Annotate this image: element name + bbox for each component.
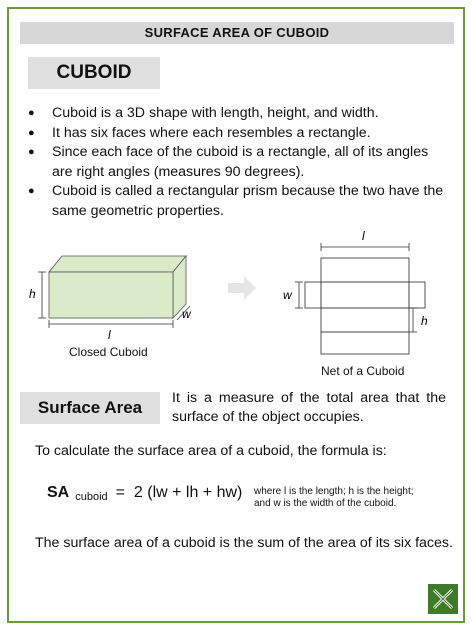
definition-line-1: It is a measure of the total area that the xyxy=(172,390,446,406)
page-title: SURFACE AREA OF CUBOID xyxy=(20,22,454,44)
formula-where xyxy=(254,486,414,510)
definition-line-2: surface of the object occupies. xyxy=(172,409,364,425)
cuboid-front-face xyxy=(49,272,173,318)
net-w-label: w xyxy=(283,288,292,302)
formula-intro: To calculate the surface area of a cuboid, the formula is: xyxy=(35,443,387,459)
closed-cuboid-figure xyxy=(38,256,190,328)
arrow-right-icon xyxy=(228,276,256,300)
closed-w-label: w xyxy=(182,307,191,321)
where-line-2: and w is the width of the cuboid. xyxy=(254,498,397,509)
section-label-cuboid: CUBOID xyxy=(28,57,160,89)
crossed-pencils-icon xyxy=(428,584,458,614)
list-item: ● Since each face of the cuboid is a rectangle, all of its angles are right angles (measures 90 degrees). xyxy=(28,143,448,182)
formula-sa: SA xyxy=(47,484,70,501)
formula xyxy=(47,484,242,503)
formula-expression: 2 (lw + lh + hw) xyxy=(133,484,243,501)
net-caption: Net of a Cuboid xyxy=(321,364,405,378)
closed-l-label: l xyxy=(108,328,111,342)
formula-subscript: cuboid xyxy=(75,491,108,503)
list-item: ● It has six faces where each resembles a rectangle. xyxy=(28,124,448,144)
section-label-surface-area: Surface Area xyxy=(20,392,160,424)
cuboid-top-face xyxy=(49,256,186,272)
list-item: ● Cuboid is called a rectangular prism because the two have the same geometric properties. xyxy=(28,182,448,221)
surface-area-definition xyxy=(172,389,446,427)
summary-text: The surface area of a cuboid is the sum of the area of its six faces. xyxy=(35,535,453,551)
formula-equals: = xyxy=(115,484,125,501)
net-l-label: l xyxy=(362,229,365,243)
list-item: ● Cuboid is a 3D shape with length, height, and width. xyxy=(28,104,448,124)
where-line-1: where l is the length; h is the height; xyxy=(254,486,414,497)
cuboid-net-figure xyxy=(305,258,425,354)
net-h-label: h xyxy=(421,314,428,328)
closed-cuboid-caption: Closed Cuboid xyxy=(69,345,148,359)
closed-h-label: h xyxy=(29,287,36,301)
